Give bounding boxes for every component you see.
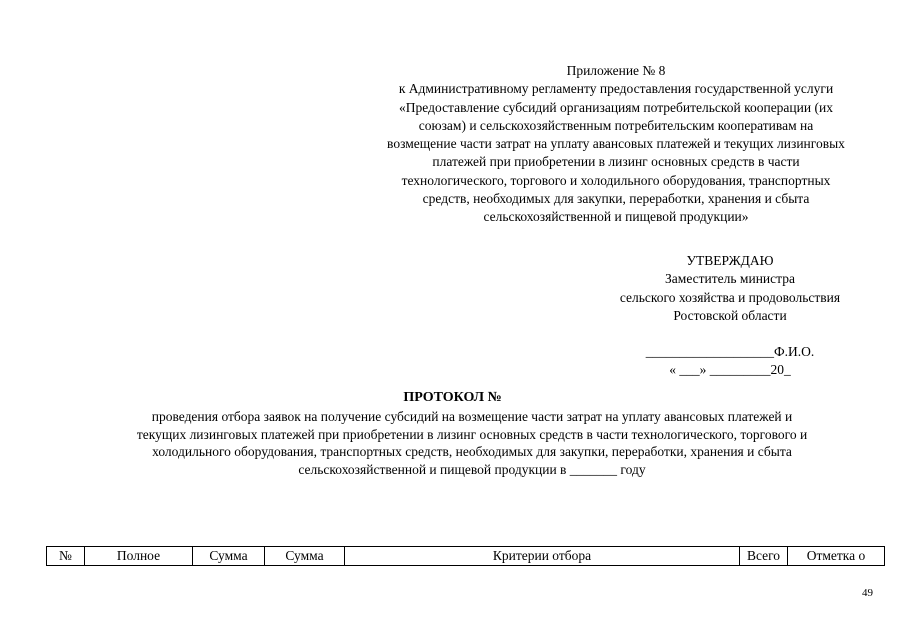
appendix-line: к Административному регламенту предоставления государственной услуги [398,81,834,97]
signature-line: ___________________Ф.И.О. [645,344,815,360]
appendix-line: средств, необходимых для закупки, переработки, хранения и сбыта [422,191,810,207]
header-cell-number: № [47,547,85,566]
subtitle-line: проведения отбора заявок на получение субсидий на возмещение части затрат на уплату авансовых платежей и [151,409,793,424]
protocol-title: ПРОТОКОЛ № [403,390,502,405]
approval-position-line: сельского хозяйства и продовольствия [619,289,841,305]
criteria-table [46,546,885,566]
header-cell-total: Всего [740,547,788,566]
protocol-subtitle [62,408,882,478]
header-cell-criteria: Критерии отбора [345,547,740,566]
appendix-line: Приложение № 8 [566,63,666,78]
date-line: « ___» _________20_ [669,362,791,378]
approval-block [590,252,870,380]
appendix-block [352,62,880,227]
subtitle-line: сельскохозяйственной и пищевой продукции в _______ году [298,461,646,477]
subtitle-line: холодильного оборудования, транспортных средств, необходимых для закупки, переработки, хранения и сбыта [152,444,792,460]
subtitle-line: текущих лизинговых платежей при приобретении в лизинг основных средств в части технологического, торгового и [136,426,808,442]
approval-heading: УТВЕРЖДАЮ [686,253,774,268]
appendix-line: союзам) и сельскохозяйственным потребительским кооперативам на [418,117,814,133]
header-cell-sum-1: Сумма [193,547,265,566]
appendix-line: сельскохозяйственной и пищевой продукции» [483,209,749,225]
appendix-line: технологического, торгового и холодильного оборудования, транспортных [401,172,831,188]
header-cell-full-name: Полное [85,547,193,566]
approval-spacer [590,325,870,343]
page-number: 49 [862,587,873,599]
appendix-line: платежей при приобретении в лизинг основных средств в части [432,154,800,170]
approval-position-line: Заместитель министра [665,271,795,287]
header-cell-sum-2: Сумма [265,547,345,566]
approval-position-line: Ростовской области [673,307,787,323]
appendix-line: возмещение части затрат на уплату авансовых платежей и текущих лизинговых [387,136,845,152]
header-cell-mark: Отметка о [788,547,885,566]
appendix-line: «Предоставление субсидий организациям потребительской кооперации (их [399,99,833,115]
table-header-row [47,547,885,566]
